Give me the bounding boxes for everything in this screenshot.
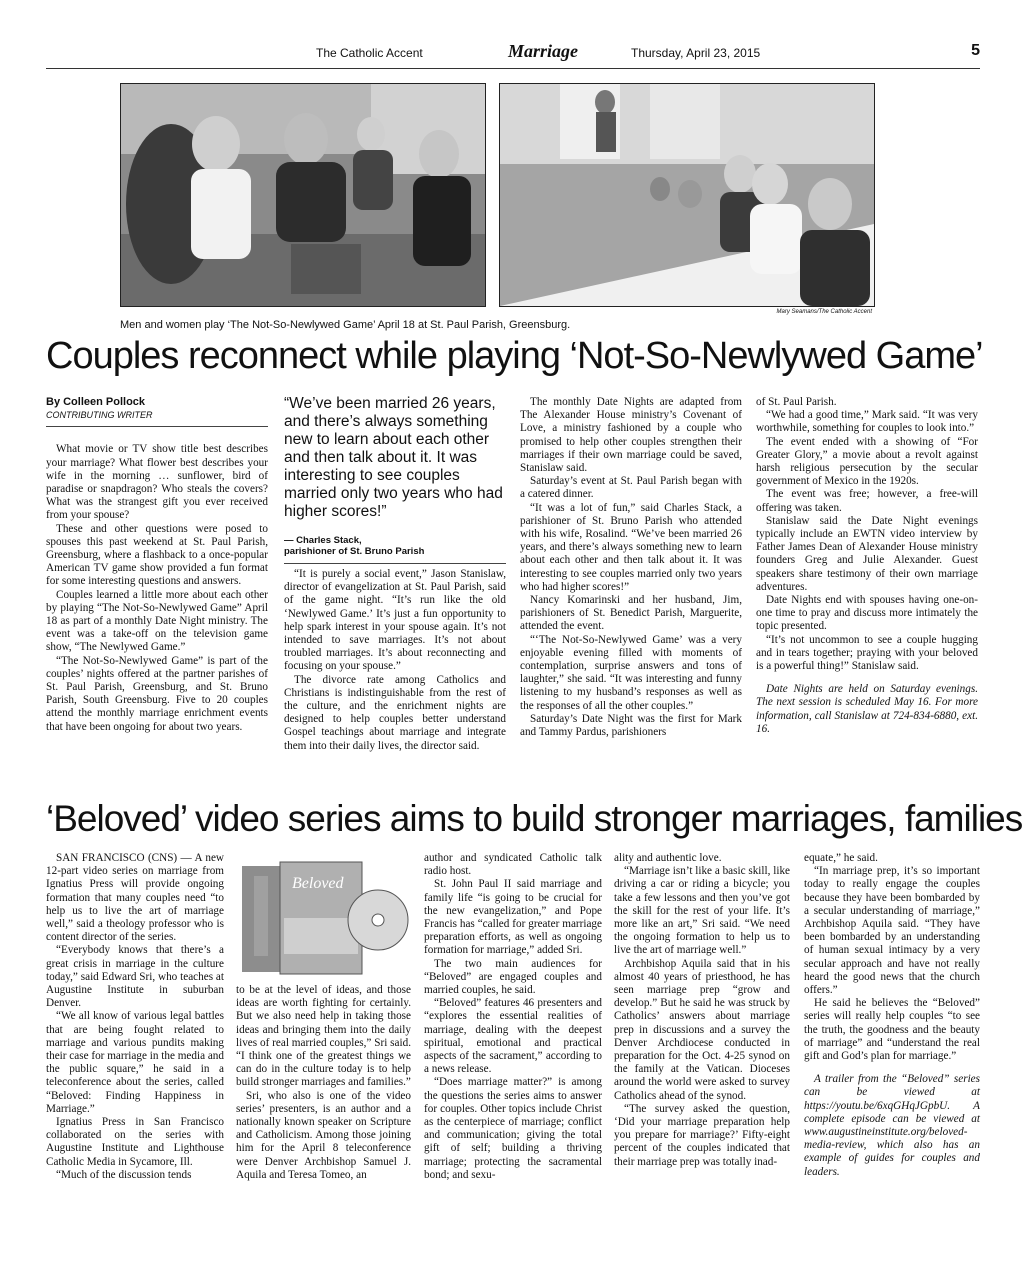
article2-column-2 [236, 984, 411, 1182]
article2-paragraph: “The survey asked the question, ‘Did your marriage preparation help you prepare for marriage?’ Fifty-eight percent of the couples indicated that their marriage prep was totally inad- [614, 1102, 790, 1168]
article1-paragraph: Couples learned a little more about each other by playing “The Not-So-Newlywed Game” April 18 as part of a monthly Date Night ministry. The event was a take-off on the television game show, “The Newlywed Game.” [46, 588, 268, 654]
photo-caption: Men and women play ‘The Not-So-Newlywed Game’ April 18 at St. Paul Parish, Greensburg. [120, 319, 571, 331]
byline: By Colleen Pollock [46, 396, 146, 408]
article2-paragraph: “We all know of various legal battles that are being fought related to marriage and various pundits making their case for marriage in the media and the public square,” he said in a teleconference about the series, called “Beloved: Finding Happiness in Marriage.” [46, 1010, 224, 1115]
pull-quote [284, 395, 506, 564]
article2-paragraph: Ignatius Press in San Francisco collaborated on the series with Augustine Institute and Lighthouse Catholic Media in Sycamore, Ill. [46, 1116, 224, 1168]
article2-headline: ‘Beloved’ video series aims to build stronger marriages, families [46, 798, 1023, 839]
article1-paragraph: “‘The Not-So-Newlywed Game’ was a very enjoyable evening filled with moments of contemplation, surprise answers and tons of laughter,” she said. “It was interesting and funny listening to my husband’s responses as well as the responses of all the other couples.” [520, 633, 742, 712]
article2-paragraph: equate,” he said. [804, 852, 878, 864]
article1-paragraph: “It is purely a social event,” Jason Stanislaw, director of evangelization at St. Paul Parish, said of the game night. “It’s run like the old ‘Newlywed Game.’ It’s just a fun opportunity to help spark interest in your spouse again. It’s not intended to save marriages. It’s not about troubled marriages. It’s about reconnecting and focusing on your spouse.” [284, 568, 506, 673]
pull-quote-attribution: — Charles Stack, [284, 535, 362, 546]
article2-paragraph: Sri, who also is one of the video series’ presenters, is an author and a nationally known speaker on Scripture and Catholicism. Among those joining him for the April 8 teleconference were Denver Archbishop Samuel J. Aquila and Teresa Tomeo, an [236, 1089, 411, 1181]
publication-name: The Catholic Accent [316, 46, 423, 60]
article2-paragraph: “In marriage prep, it’s so important today to really engage the couples because they have been bombarded by a secular understanding of marriage,” Archbishop Aquila said. “They have been bombarded by an understanding of human sexual intimacy by a very secular approach and have not really heard the good news that the church offers.” [804, 865, 980, 997]
article1-column-1 [46, 396, 268, 734]
article2-paragraph: “Marriage isn’t like a basic skill, like driving a car or riding a bicycle; you take a few lessons and then you’ve got the skill for the rest of your life. It’s more like an art,” Sri said. “We need the ongoing formation to help us to live the art of marriage well.” [614, 865, 791, 957]
article2-paragraph: The two main audiences for “Beloved” are engaged couples and married couples, he said. [424, 957, 602, 997]
article2-paragraph: He said he believes the “Beloved” series will really help couples “to see the truth, the goodness and the beauty of marriage” and “understand the real gift and God’s plan for marriage.” [804, 997, 980, 1063]
section-name: Marriage [508, 41, 579, 61]
article1-column-4 [756, 396, 978, 736]
article1-column-3 [520, 396, 742, 739]
pull-quote-text: “We’ve been married 26 years, and there’s always something new to learn about each other and then talk about it. It was interesting to see couples married only two years who had higher scores!” [284, 395, 503, 520]
article1-column-2 [284, 568, 506, 753]
article1-paragraph: Stanislaw said the Date Night evenings typically include an EWTN video interview by Father James Dean of Alexander House ministry founders Greg and Julie Alexander. Guest speakers share testimony of their own marriage adventures. [756, 514, 978, 593]
article1-paragraph: These and other questions were posed to spouses this past weekend at St. Paul Parish, Greensburg, where a flashback to a once-popular American TV game show provided a fun format for some interesting questions and answers. [46, 522, 268, 588]
dvd-title: Beloved [292, 875, 344, 892]
masthead [46, 42, 980, 69]
byline-role: CONTRIBUTING WRITER [46, 409, 268, 427]
article2-paragraph: “Much of the discussion tends [56, 1168, 192, 1181]
photo-women-group [120, 83, 486, 307]
article2-paragraph: ality and authentic love. [614, 852, 722, 864]
article1-paragraph: The event ended with a showing of “For Greater Glory,” a movie about a revolt against harsh religious persecution by the secular government of Mexico in the 1920s. [756, 435, 978, 488]
pull-quote-attribution-role: parishioner of St. Bruno Parish [284, 546, 425, 557]
article1-paragraph: of St. Paul Parish. [756, 396, 837, 408]
article2-column-1 [46, 852, 224, 1182]
women-group-photo-art [121, 84, 485, 306]
article1-info-note: Date Nights are held on Saturday evenings. The next session is scheduled May 16. For more information, call Stanislaw at 724-834-6880, ext. 16. [756, 683, 978, 735]
article2-paragraph: author and syndicated Catholic talk radio host. [424, 852, 602, 878]
article2-paragraph: to be at the level of ideas, and those ideas are worth fighting for certainly. But we also need help in taking those ideas and bringing them into the daily lives of real married couples,” Sri said. “I think one of the greatest things we can do in the culture today is to help build stronger marriages and families.” [236, 984, 411, 1089]
article1-paragraph: “We had a good time,” Mark said. “It was very worthwhile, something for couples to look into.” [756, 409, 978, 435]
article1-paragraph: Saturday’s Date Night was the first for Mark and Tammy Pardus, parishioners [520, 712, 742, 739]
article1-paragraph: The event was free; however, a free-will offering was taken. [756, 488, 978, 514]
article1-paragraph: The monthly Date Nights are adapted from The Alexander House ministry’s Covenant of Love, a ministry fashioned by a couple who promised to help other couples strengthen their marriages if their own marriage could be saved, Stanislaw said. [520, 396, 742, 475]
article2-paragraph: SAN FRANCISCO (CNS) — A new 12-part video series on marriage from Ignatius Press will provide ongoing formation that many couples need “to help us to live the art of marriage well,” said a theology professor who is content director of the series. [46, 852, 224, 944]
article2-column-4 [614, 852, 790, 1169]
article1-paragraph: “It was a lot of fun,” said Charles Stack, a parishioner of St. Bruno Parish who attended with his wife, Rosalind. “We’ve been married 26 years, and there’s always something new to learn about each other and then talk about it. It was interesting to see couples married only two years who had higher scores!” [520, 501, 742, 593]
article1-paragraph: “It’s not uncommon to see a couple hugging and in tears together; praying with your beloved is a powerful thing!” Stanislaw said. [756, 633, 978, 673]
article1-paragraph: Saturday’s event at St. Paul Parish began with a catered dinner. [520, 475, 742, 501]
article2-paragraph: Archbishop Aquila said that in his almost 40 years of priesthood, he has seen marriage prep “grow and develop.” But he said he was struck by Catholics’ answers about marriage prep in discussions and a survey the Denver Archdiocese conducted in preparation for the Oct. 4-25 synod on the family at the Vatican. Dioceses around the world were asked to survey Catholics ahead of the synod. [614, 957, 790, 1102]
article2-paragraph: “Everybody knows that there’s a great crisis in marriage in the culture today,” said Edward Sri, who teaches at Augustine Institute in suburban Denver. [46, 944, 224, 1010]
article1-paragraph: Nancy Komarinski and her husband, Jim, parishioners of St. Benedict Parish, Marguerite, attended the event. [520, 594, 742, 633]
article1-paragraph: “The Not-So-Newlywed Game” is part of the couples’ nights offered at the partner parishes of St. Paul Parish, Greensburg, and St. Bruno Parish, South Greensburg. Five to 20 couples attend the monthly marriage enrichment events that have been ongoing for about two years. [46, 654, 268, 733]
men-group-photo-art [500, 84, 874, 306]
article1-paragraph: What movie or TV show title best describes your marriage? What flower best describes your wife in the morning … sunflower, bird of paradise or snapdragon? Who steals the covers? What was the strangest gift you ever received from your spouse? [46, 443, 268, 522]
article1-paragraph: Date Nights end with spouses having one-on-one time to pray and discuss more intimately the topic presented. [756, 594, 978, 633]
article2-column-3 [424, 852, 602, 1182]
article2-paragraph: St. John Paul II said marriage and family life “is going to be crucial for the new evangelization,” and Pope Francis has “called for greater marriage preparation efforts, as well as ongoing formation for marriage,” added Sri. [424, 878, 602, 957]
dvd-box-art [240, 858, 410, 978]
photo-credit: Mary Seamans/The Catholic Accent [776, 309, 872, 315]
article1-paragraph: The divorce rate among Catholics and Christians is indistinguishable from the rest of the culture, and the enrichment nights are designed to help couples better understand Gospel teachings about marriage and integrate them into their daily lives, the director said. [284, 673, 506, 752]
article1-headline: Couples reconnect while playing ‘Not-So-Newlywed Game’ [46, 335, 983, 377]
issue-date: Thursday, April 23, 2015 [631, 46, 761, 60]
beloved-dvd-image [240, 858, 410, 978]
photo-men-group [499, 83, 875, 307]
page-number: 5 [971, 42, 980, 59]
article2-column-5 [804, 852, 980, 1179]
article2-paragraph: “Beloved” features 46 presenters and “explores the essential realities of marriage, dealing with the deepest spiritual, emotional and practical aspects of the sacrament,” according to a news release. [424, 997, 602, 1076]
article2-paragraph: “Does marriage matter?” is among the questions the series aims to answer for couples. Other topics include Christ as the centerpiece of marriage; conflict and communication; giving the total gift of self; building a thriving marriage; protecting the sacramental bond; and sexu- [424, 1076, 602, 1181]
article2-info-note: A trailer from the “Beloved” series can be viewed at https://youtu.be/6xqGHqJGpbU. A complete episode can be viewed at www.augustineinstitute.org/beloved-media-review, which also has an example of guides for couples and leaders. [804, 1073, 980, 1178]
